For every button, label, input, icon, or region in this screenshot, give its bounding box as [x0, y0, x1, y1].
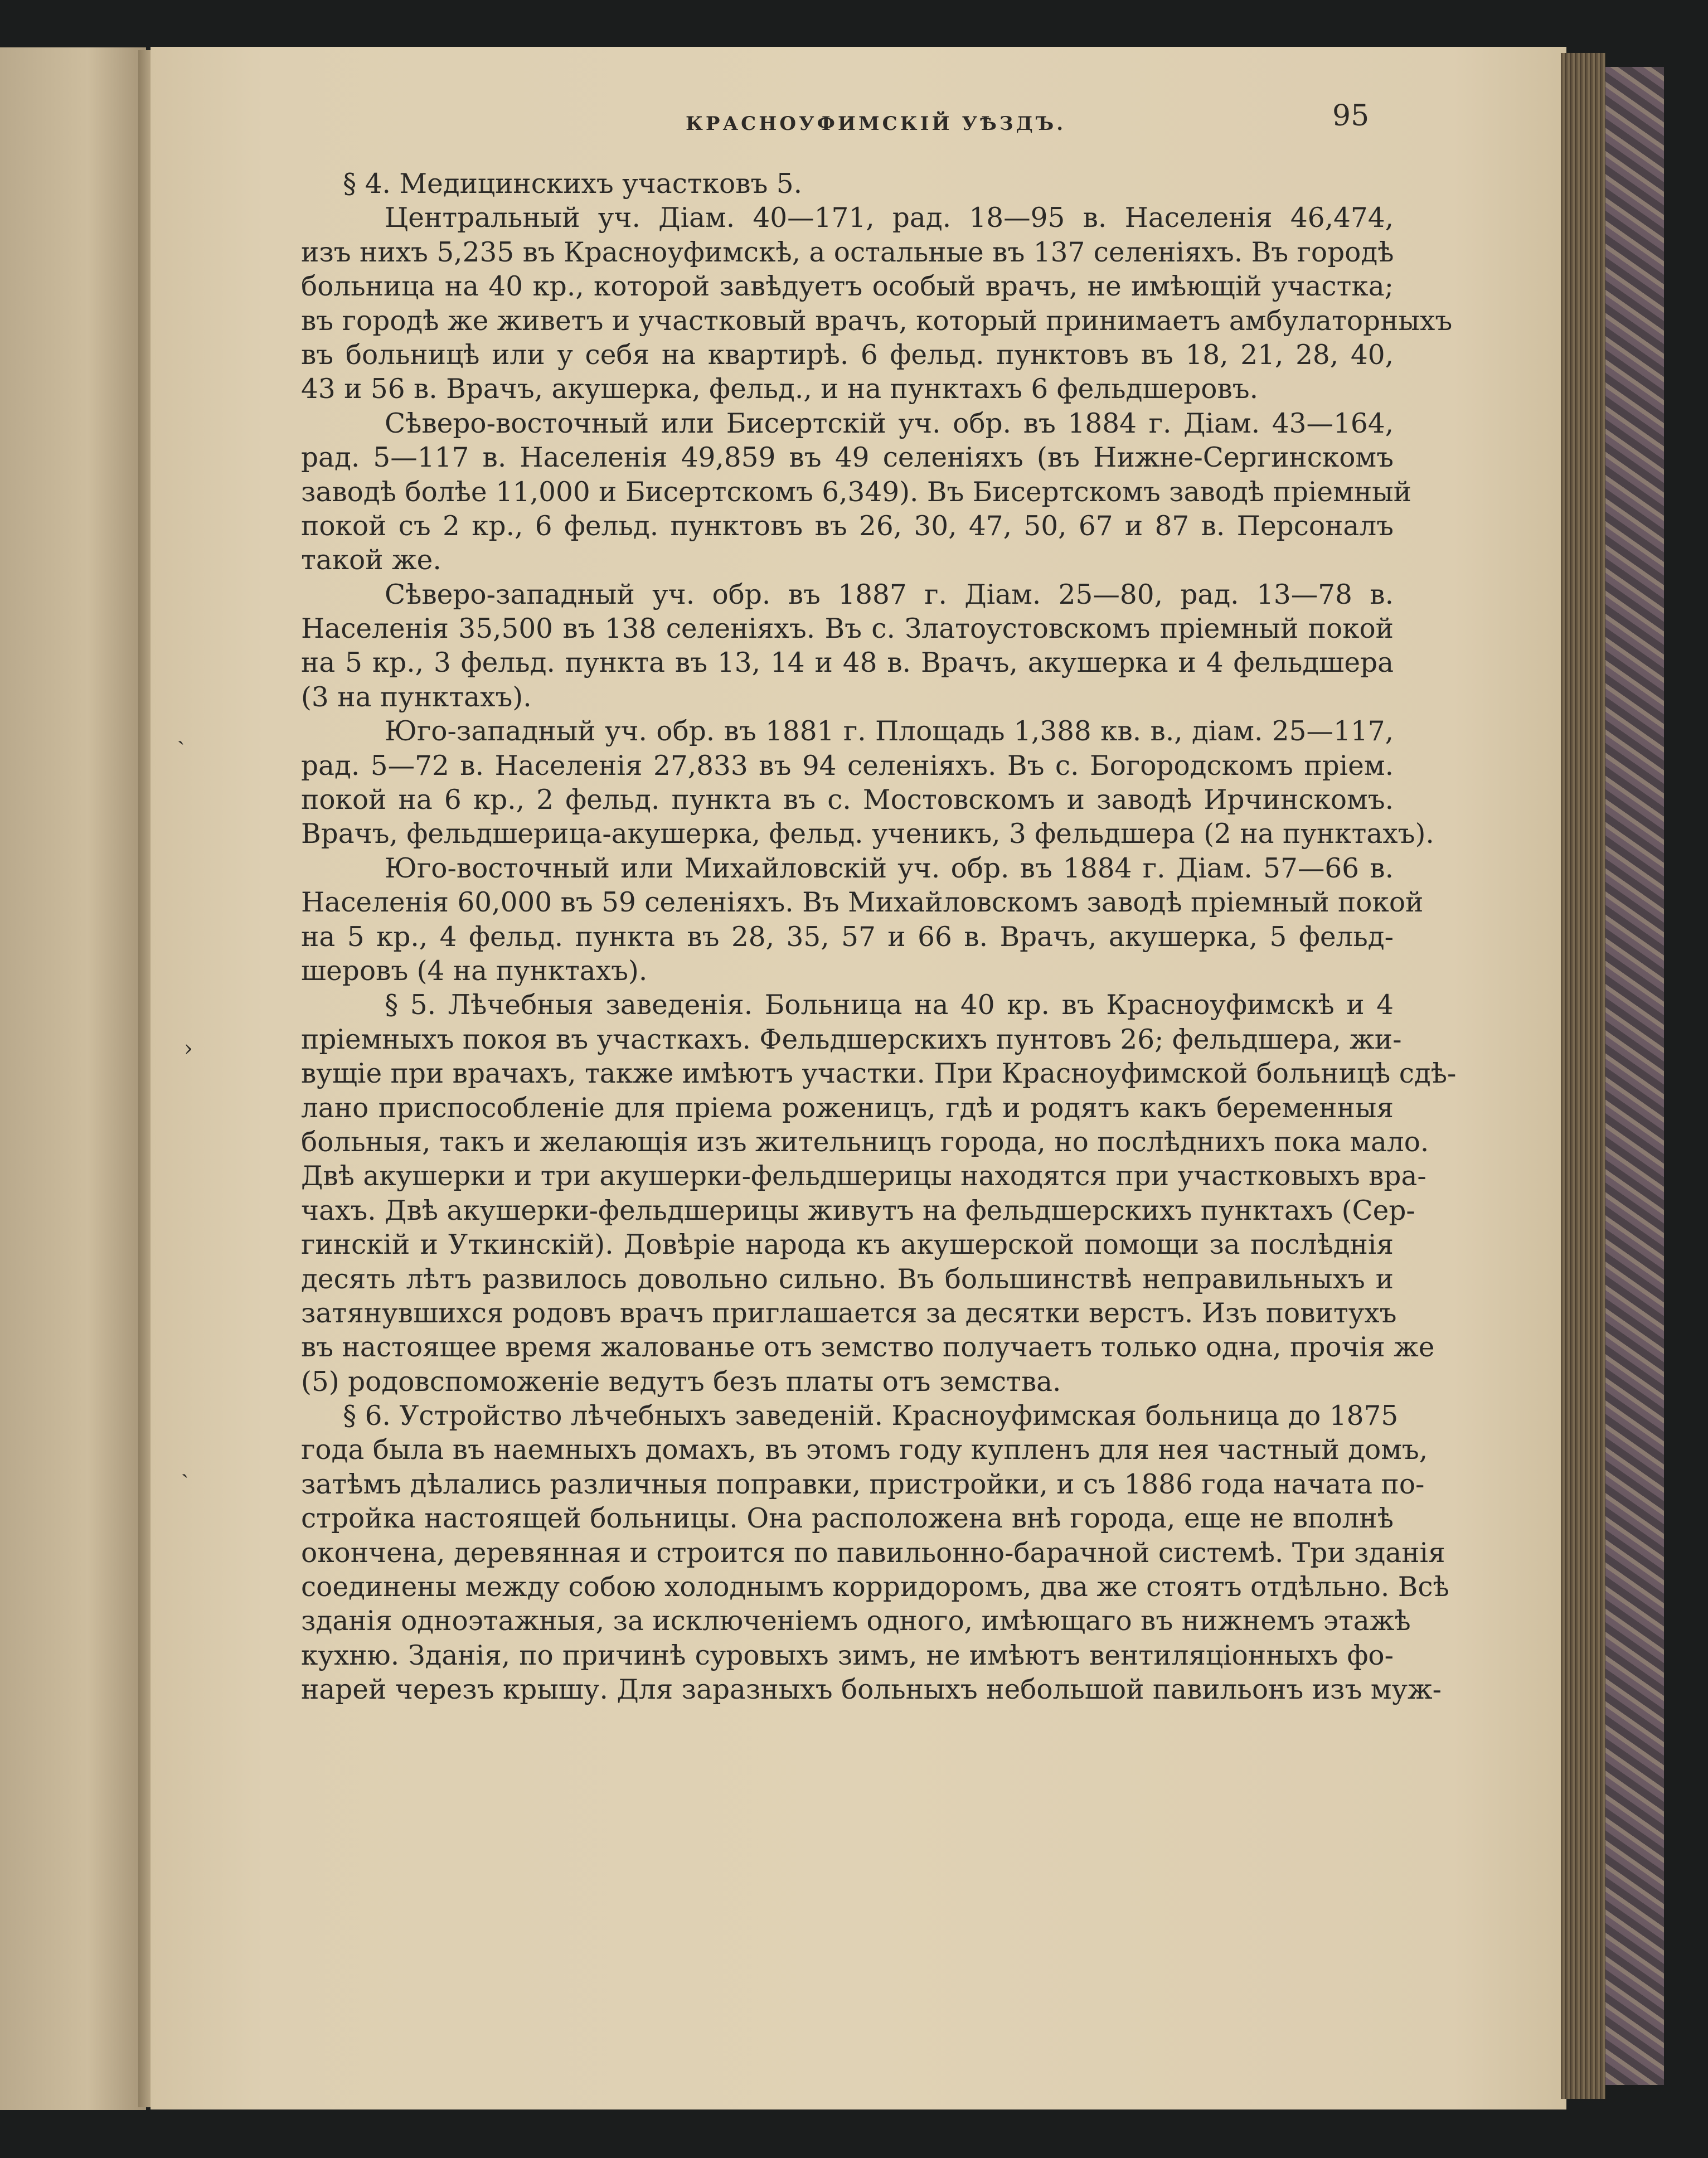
text-line: кухню. Зданія, по причинѣ суровыхъ зимъ, не имѣютъ вентиляціонныхъ фо-	[301, 1640, 1394, 1671]
text-line: въ городѣ же живетъ и участковый врачъ, который принимаетъ амбулаторныхъ	[301, 305, 1453, 337]
text-line: вущіе при врачахъ, также имѣютъ участки. При Красноуфимской больницѣ сдѣ-	[301, 1058, 1457, 1090]
running-head: КРАСНОУФИМСКІЙ УѢЗДЪ.	[686, 113, 1066, 135]
text-line: Двѣ акушерки и три акушерки-фельдшерицы находятся при участковыхъ вра-	[301, 1161, 1426, 1192]
margin-tick-mark: ˏ	[177, 720, 185, 745]
text-line: въ больницѣ или у себя на квартирѣ. 6 фельд. пунктовъ въ 18, 21, 28, 40,	[301, 339, 1394, 371]
text-line: § 5. Лѣчебныя заведенія. Больница на 40 кр. въ Красноуфимскѣ и 4	[385, 990, 1394, 1021]
text-line: чахъ. Двѣ акушерки-фельдшерицы живутъ на фельдшерскихъ пунктахъ (Сер-	[301, 1195, 1415, 1226]
text-line: изъ нихъ 5,235 въ Красноуфимскѣ, а остальные въ 137 селеніяхъ. Въ городѣ	[301, 236, 1394, 268]
text-line: покой на 6 кр., 2 фельд. пункта въ с. Мостовскомъ и заводѣ Ирчинскомъ.	[301, 784, 1394, 816]
text-line: соединены между собою холоднымъ корридоромъ, два же стоятъ отдѣльно. Всѣ	[301, 1572, 1449, 1603]
facing-page-edge	[0, 47, 146, 2110]
text-line: Сѣверо-восточный или Бисертскій уч. обр. въ 1884 г. Діам. 43—164,	[385, 408, 1394, 439]
text-line: (3 на пунктахъ).	[301, 681, 532, 713]
page-fore-edge	[1561, 53, 1605, 2099]
text-line: окончена, деревянная и строится по павильонно-барачной системѣ. Три зданія	[301, 1537, 1445, 1569]
page-header	[151, 99, 1566, 148]
text-line: покой съ 2 кр., 6 фельд. пунктовъ въ 26, 30, 47, 50, 67 и 87 в. Персоналъ	[301, 510, 1394, 542]
text-line: Юго-восточный или Михайловскій уч. обр. въ 1884 г. Діам. 57—66 в.	[385, 852, 1394, 884]
text-line: такой же.	[301, 545, 441, 576]
text-line: Сѣверо-западный уч. обр. въ 1887 г. Діам. 25—80, рад. 13—78 в.	[385, 579, 1394, 610]
text-line: Населенія 35,500 въ 138 селеніяхъ. Въ с. Златоустовскомъ пріемный покой	[301, 613, 1394, 645]
text-line: заводѣ болѣе 11,000 и Бисертскомъ 6,349). Въ Бисертскомъ заводѣ пріемный	[301, 476, 1412, 508]
text-line: (5) родовспоможеніе ведутъ безъ платы отъ земства.	[301, 1366, 1061, 1398]
text-line: шеровъ (4 на пунктахъ).	[301, 955, 648, 987]
page-body-text	[301, 167, 1457, 1708]
marbled-cover-edge	[1605, 67, 1664, 2085]
text-line: десять лѣтъ развилось довольно сильно. Въ большинствѣ неправильныхъ и	[301, 1263, 1394, 1295]
margin-tick-mark: ˏ	[181, 1453, 189, 1478]
page-number: 95	[1332, 99, 1370, 133]
text-line: затѣмъ дѣлались различныя поправки, пристройки, и съ 1886 года начата по-	[301, 1468, 1425, 1500]
text-line: Центральный уч. Діам. 40—171, рад. 18—95 в. Населенія 46,474,	[385, 202, 1394, 234]
text-line: пріемныхъ покоя въ участкахъ. Фельдшерскихъ пунтовъ 26; фельдшера, жи-	[301, 1024, 1402, 1055]
text-line: года была въ наемныхъ домахъ, въ этомъ году купленъ для нея частный домъ,	[301, 1434, 1428, 1466]
text-line: стройка настоящей больницы. Она расположена внѣ города, еще не вполнѣ	[301, 1503, 1394, 1535]
text-line: рад. 5—72 в. Населенія 27,833 въ 94 селеніяхъ. Въ с. Богородскомъ пріем.	[301, 750, 1394, 782]
text-line: больница на 40 кр., которой завѣдуетъ особый врачъ, не имѣющій участка;	[301, 271, 1394, 303]
text-line: § 4. Медицинскихъ участковъ 5.	[343, 168, 803, 200]
text-line: Юго-западный уч. обр. въ 1881 г. Площадь 1,388 кв. в., діам. 25—117,	[385, 716, 1394, 748]
text-line: на 5 кр., 3 фельд. пункта въ 13, 14 и 48 в. Врачъ, акушерка и 4 фельдшера	[301, 647, 1394, 679]
margin-tick-mark: ›	[184, 1036, 193, 1061]
text-line: Врачъ, фельдшерица-акушерка, фельд. ученикъ, 3 фельдшера (2 на пунктахъ).	[301, 818, 1434, 850]
text-line: въ настоящее время жалованье отъ земство получаетъ только одна, прочія же	[301, 1332, 1435, 1364]
text-line: 43 и 56 в. Врачъ, акушерка, фельд., и на пунктахъ 6 фельдшеровъ.	[301, 374, 1259, 405]
text-line: гинскій и Уткинскій). Довѣріе народа къ акушерской помощи за послѣднія	[301, 1229, 1394, 1261]
text-line: зданія одноэтажныя, за исключеніемъ одного, имѣющаго въ нижнемъ этажѣ	[301, 1606, 1411, 1637]
text-line: § 6. Устройство лѣчебныхъ заведеній. Красноуфимская больница до 1875	[343, 1400, 1399, 1432]
text-line: лано приспособленіе для пріема роженицъ, гдѣ и родятъ какъ беременныя	[301, 1092, 1394, 1124]
text-line: затянувшихся родовъ врачъ приглашается за десятки верстъ. Изъ повитухъ	[301, 1297, 1397, 1329]
text-line: больныя, такъ и желающія изъ жительницъ города, но послѣднихъ пока мало.	[301, 1126, 1429, 1158]
text-line: нарей черезъ крышу. Для заразныхъ больныхъ небольшой павильонъ изъ муж-	[301, 1674, 1442, 1706]
text-line: рад. 5—117 в. Населенія 49,859 въ 49 селеніяхъ (въ Нижне-Сергинскомъ	[301, 442, 1394, 474]
text-line: на 5 кр., 4 фельд. пункта въ 28, 35, 57 и 66 в. Врачъ, акушерка, 5 фельд-	[301, 921, 1394, 953]
text-line: Населенія 60,000 въ 59 селеніяхъ. Въ Михайловскомъ заводѣ пріемный покой	[301, 887, 1424, 919]
